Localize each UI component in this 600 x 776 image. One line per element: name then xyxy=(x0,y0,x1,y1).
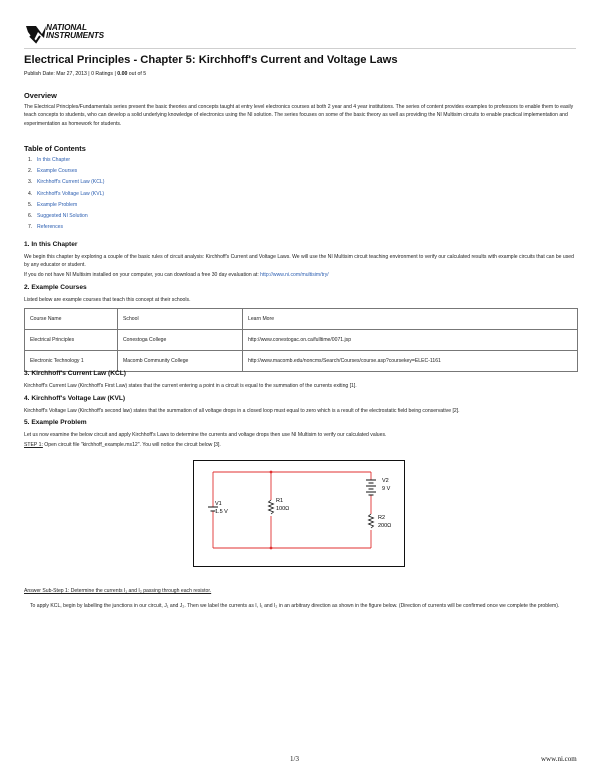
brand-logo[interactable] xyxy=(46,24,104,40)
v2-name-label: V2 xyxy=(382,478,389,484)
toc-item[interactable] xyxy=(28,167,104,178)
toc-link[interactable]: References xyxy=(37,224,64,231)
toc-link[interactable]: Kirchhoff's Voltage Law (KVL) xyxy=(37,190,105,197)
logo-line-1: NATIONAL xyxy=(46,23,87,32)
table-cell: Electronic Technology 1 xyxy=(25,351,118,372)
section-3-heading: 3. Kirchhoff's Current Law (KCL) xyxy=(24,370,126,377)
toc-item[interactable] xyxy=(28,201,104,212)
page-title: Electrical Principles - Chapter 5: Kirchhoff's Current and Voltage Laws xyxy=(24,54,398,66)
rating-value: 0.00 xyxy=(117,71,128,77)
section-2-intro: Listed below are example courses that teach this concept at their schools. xyxy=(24,297,191,303)
step-1-text: Open circuit file "kirchhoff_example.ms12". You will notice the circuit below [3]. xyxy=(42,442,221,448)
resistor-r2-icon xyxy=(369,514,374,528)
r2-value-label: 200Ω xyxy=(378,523,392,529)
section-5-text: Let us now examine the below circuit and apply Kirchhoff's Laws to determine the currents and voltage drops then use NI Multisim to verify our calculated values. xyxy=(24,432,387,438)
download-link[interactable]: http://www.ni.com/multisim/try/ xyxy=(260,272,329,278)
toc-item-number: 5. xyxy=(28,201,33,208)
toc-link[interactable]: Example Problem xyxy=(37,201,78,208)
toc-link[interactable]: Suggested NI Solution xyxy=(37,212,88,219)
substep-line xyxy=(24,587,580,595)
battery-v2-icon xyxy=(366,480,376,495)
table-cell-link[interactable]: http://www.macomb.edu/noncms/Search/Courses/course.asp?coursekey=ELEC-1161 xyxy=(243,351,578,372)
footer-site[interactable]: www.ni.com xyxy=(541,755,577,763)
section-4-text: Kirchhoff's Voltage Law (Kirchhoff's second law) states that the summation of all voltage drops in a closed loop must equal to zero which is a result of the electrostatic field being conservative [2]. xyxy=(24,408,460,414)
section-1-text: We begin this chapter by exploring a couple of the basic rules of circuit analysis: Kirchhoff's Current and Voltage Laws. We will use the NI Multisim circuit teaching environment to verify our calculated results with example circuits that can be used by any educator or student. xyxy=(24,254,574,269)
publish-suffix: out of 5 xyxy=(127,71,147,77)
table-cell: Conestoga College xyxy=(118,330,243,351)
toc-item-number: 7. xyxy=(28,224,33,231)
v1-name-label: V1 xyxy=(215,501,222,507)
circuit-diagram xyxy=(193,460,405,567)
substep-text: Answer Sub-Step 1: Determine the currents I₁ and I₂ passing through each resistor. xyxy=(24,588,212,594)
table-row xyxy=(25,351,578,372)
section-4-heading: 4. Kirchhoff's Voltage Law (KVL) xyxy=(24,395,126,402)
toc-heading: Table of Contents xyxy=(24,144,86,153)
r1-name-label: R1 xyxy=(276,498,284,504)
overview-text: The Electrical Principles/Fundamentals series present the basic theories and concepts taught at entry level electronics courses at both 2 year and 4 year institutions. The series of content provides examples to professors to enable them to easily teach concepts to students, who can develop a solid underlying knowledge of electronics using the NI solution. The series focuses on some of the basic theory as well as providing the NI Multisim circuits to enable practical implementation and experimentation as homework for students. xyxy=(24,104,574,127)
section-1-heading: 1. In this Chapter xyxy=(24,241,78,248)
toc-link[interactable]: Kirchhoff's Current Law (KCL) xyxy=(37,179,105,186)
table-cell: Macomb Community College xyxy=(118,351,243,372)
overview-heading: Overview xyxy=(24,91,57,100)
resistor-r1-icon xyxy=(269,500,274,514)
courses-table xyxy=(24,308,578,372)
header-divider xyxy=(24,48,576,49)
section-2-heading: 2. Example Courses xyxy=(24,284,87,291)
section-3-text: Kirchhoff's Current Law (Kirchhoff's First Law) states that the current entering a point in a circuit is equal to the summation of the currents exiting [1]. xyxy=(24,383,357,389)
section-5-heading: 5. Example Problem xyxy=(24,419,87,426)
toc-link[interactable]: In this Chapter xyxy=(37,157,71,163)
publish-prefix: Publish Date: Mar 27, 2013 | 0 Ratings | xyxy=(24,71,118,77)
table-cell: Electrical Principles xyxy=(25,330,118,351)
junction-node-top xyxy=(270,471,273,474)
column-header: School xyxy=(118,309,243,330)
toc-item-number: 6. xyxy=(28,212,33,219)
toc-item-number: 2. xyxy=(28,168,33,175)
column-header: Course Name xyxy=(25,309,118,330)
table-cell-link[interactable]: http://www.conestogac.on.ca/fulltime/0071.jsp xyxy=(243,330,578,351)
download-text: If you do not have NI Multisim installed on your computer, you can download a free 30 day evaluation at: xyxy=(24,272,261,278)
v2-value-label: 9 V xyxy=(382,486,391,492)
toc-item-number: 4. xyxy=(28,190,33,197)
toc-item[interactable] xyxy=(28,178,104,189)
toc-item[interactable] xyxy=(28,223,104,234)
logo-line-2: INSTRUMENTS xyxy=(46,31,105,40)
column-header: Learn More xyxy=(243,309,578,330)
toc-item[interactable] xyxy=(28,190,104,201)
toc-item[interactable] xyxy=(28,156,104,167)
table-header-row xyxy=(25,309,578,330)
download-line xyxy=(24,271,580,279)
toc-item-number: 3. xyxy=(28,179,33,186)
circuit-wires xyxy=(213,472,371,548)
toc-link[interactable]: Example Courses xyxy=(37,168,78,175)
toc-item-number: 1. xyxy=(28,157,33,163)
toc-item[interactable] xyxy=(28,212,104,223)
v1-value-label: 1.5 V xyxy=(215,509,228,515)
r2-name-label: R2 xyxy=(378,515,386,521)
junction-node-bottom xyxy=(270,547,273,550)
toc-list xyxy=(28,156,104,234)
apply-kcl-text: To apply KCL, begin by labelling the junctions in our circuit, J₁ and J₂. Then we label the currents as I, I₁ and I₂ in an arbitrary direction as shown in the figure below. (Direction of currents will be confirmed once we complete the problem). xyxy=(30,603,560,609)
page-number: 1/3 xyxy=(290,755,299,763)
step-1-line xyxy=(24,441,580,449)
table-row xyxy=(25,330,578,351)
step-1-label: STEP 1: xyxy=(24,442,43,448)
publish-info xyxy=(24,71,146,77)
r1-value-label: 100Ω xyxy=(276,506,290,512)
